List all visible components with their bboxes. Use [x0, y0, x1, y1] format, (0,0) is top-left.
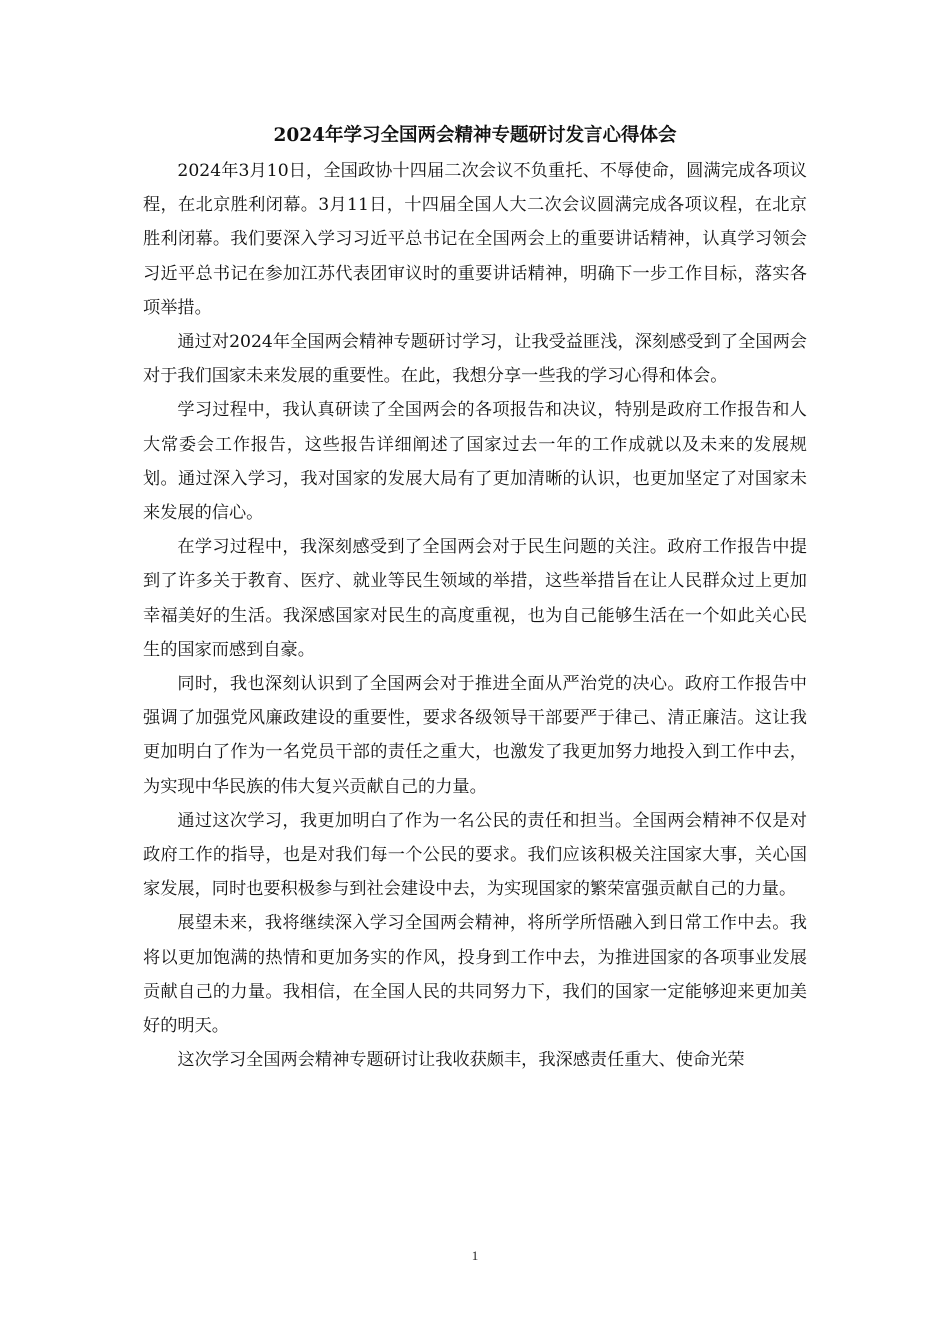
paragraph-8: 这次学习全国两会精神专题研讨让我收获颇丰，我深感责任重大、使命光荣 — [177, 1050, 745, 1071]
paragraph-4: 在学习过程中，我深刻感受到了全国两会对于民生问题的关注。政府工作报告中提到了许多关于教育、医疗、就业等民生领域的举措，这些举措旨在让人民群众过上更加幸福美好的生活。我深感国家对民生的高度重视，也为自己能够生活在一个如此关心民生的国家而感到自豪。 — [143, 537, 807, 660]
paragraph-5: 同时，我也深刻认识到了全国两会对于推进全面从严治党的决心。政府工作报告中强调了加强党风廉政建设的重要性，要求各级领导干部要严于律己、清正廉洁。这让我更加明白了作为一名党员干部的责任之重大，也激发了我更加努力地投入到工作中去，为实现中华民族的伟大复兴贡献自己的力量。 — [143, 674, 807, 797]
paragraph-3: 学习过程中，我认真研读了全国两会的各项报告和决议，特别是政府工作报告和人大常委会工作报告，这些报告详细阐述了国家过去一年的工作成就以及未来的发展规划。通过深入学习，我对国家的发展大局有了更加清晰的认识，也更加坚定了对国家未来发展的信心。 — [143, 400, 807, 524]
paragraph-7: 展望未来，我将继续深入学习全国两会精神，将所学所悟融入到日常工作中去。我将以更加饱满的热情和更加务实的作风，投身到工作中去，为推进国家的各项事业发展贡献自己的力量。我相信，在全国人民的共同努力下，我们的国家一定能够迎来更加美好的明天。 — [143, 913, 807, 1037]
document-title: 2024年学习全国两会精神专题研讨发言心得体会 — [273, 125, 677, 146]
paragraph-2: 通过对2024年全国两会精神专题研讨学习，让我受益匪浅，深刻感受到了全国两会对于我们国家未来发展的重要性。在此，我想分享一些我的学习心得和体会。 — [143, 332, 807, 387]
document-body — [143, 118, 807, 1077]
paragraph-6: 通过这次学习，我更加明白了作为一名公民的责任和担当。全国两会精神不仅是对政府工作的指导，也是对我们每一个公民的要求。我们应该积极关注国家大事，关心国家发展，同时也要积极参与到社会建设中去，为实现国家的繁荣富强贡献自己的力量。 — [143, 810, 807, 900]
page-number: 1 — [471, 1248, 479, 1263]
paragraph-1: 2024年3月10日，全国政协十四届二次会议不负重托、不辱使命，圆满完成各项议程，在北京胜利闭幕。3月11日，十四届全国人大二次会议圆满完成各项议程，在北京胜利闭幕。我们要深入学习习近平总书记在全国两会上的重要讲话精神，认真学习领会习近平总书记在参加江苏代表团审议时的重要讲话精神，明确下一步工作目标，落实各项举措。 — [143, 161, 807, 318]
